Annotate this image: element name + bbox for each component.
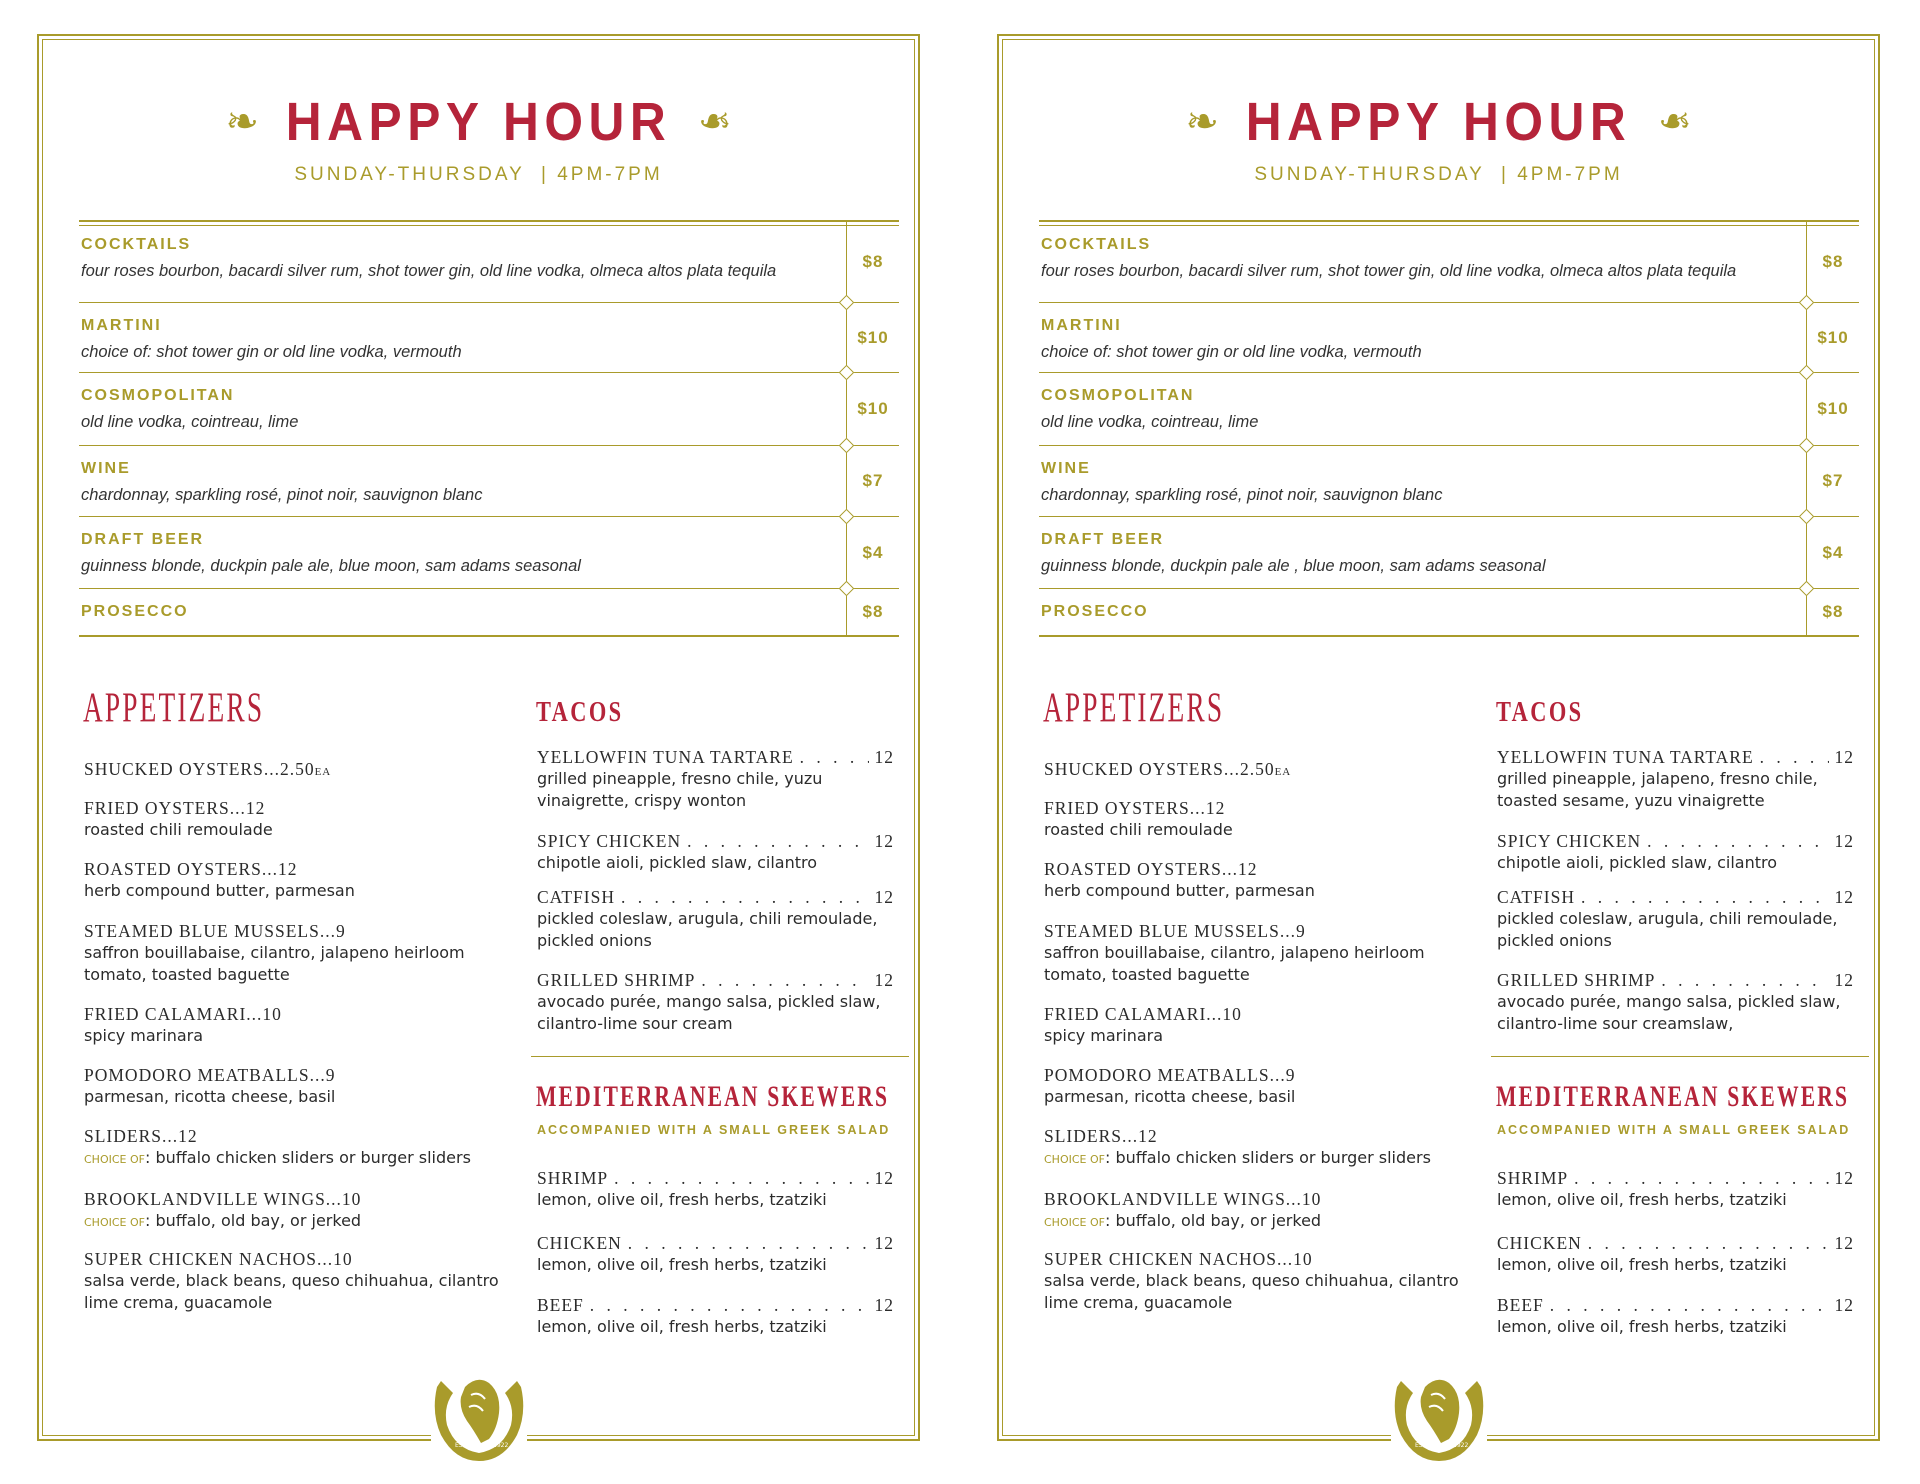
item-description: lemon, olive oil, fresh herbs, tzatziki: [537, 1190, 827, 1209]
item-description: spicy marinara: [84, 1026, 204, 1045]
header: [39, 91, 918, 153]
item-price: 12: [874, 887, 894, 907]
drink-row: [1039, 222, 1859, 303]
drink-price: $7: [846, 446, 899, 516]
item-description: grilled pineapple, fresno chile, yuzu vinaigrette, crispy wonton: [537, 769, 823, 810]
drink-row: [79, 446, 899, 517]
item-name: BEEF: [1497, 1295, 1544, 1315]
appetizer-item: [84, 758, 504, 783]
item-unit: EA: [314, 766, 332, 778]
tacos-heading: TACOS: [1496, 697, 1584, 728]
appetizer-item: [1044, 920, 1464, 986]
taco-item: [537, 830, 897, 874]
menu-title: HAPPY HOUR: [285, 92, 672, 152]
appetizer-item: [1044, 758, 1464, 783]
menu-page: [997, 34, 1880, 1449]
appetizer-item: [1044, 1125, 1464, 1171]
drink-price: $8: [846, 589, 899, 635]
drink-name: WINE: [1041, 460, 1091, 477]
drink-name: COCKTAILS: [81, 236, 192, 253]
drink-description: chardonnay, sparkling rosé, pinot noir, sauvignon blanc: [81, 486, 483, 504]
item-description: avocado purée, mango salsa, pickled slaw, cilantro-lime sour creamslaw,: [1497, 992, 1841, 1033]
drink-row: [1039, 517, 1859, 589]
dot-leader: [687, 830, 868, 852]
item-name: SLIDERS...12: [84, 1126, 198, 1146]
drink-name: WINE: [81, 460, 131, 477]
logo-year: 1922: [1452, 1442, 1468, 1449]
logo-est: EST.: [454, 1442, 467, 1449]
appetizer-item: [1044, 1064, 1464, 1108]
choice-label: CHOICE OF: [84, 1153, 145, 1166]
drink-price: $10: [846, 303, 899, 372]
item-description: avocado purée, mango salsa, pickled slaw, cilantro-lime sour cream: [537, 992, 881, 1033]
appetizer-item: [1044, 1248, 1464, 1314]
item-name: POMODORO MEATBALLS...9: [1044, 1065, 1296, 1085]
item-description: chipotle aioli, pickled slaw, cilantro: [537, 853, 818, 872]
section-divider: [1491, 1056, 1869, 1057]
item-description: : buffalo, old bay, or jerked: [144, 1211, 362, 1230]
item-name: FRIED CALAMARI...10: [84, 1004, 282, 1024]
drink-price: $7: [1806, 446, 1859, 516]
choice-label: CHOICE OF: [1044, 1153, 1105, 1166]
drinks-table: [79, 220, 899, 637]
drink-price: $8: [1806, 222, 1859, 302]
drink-description: old line vodka, cointreau, lime: [81, 413, 299, 431]
item-price: 12: [1834, 1233, 1854, 1253]
taco-item: [537, 886, 897, 952]
dot-leader: [800, 746, 869, 768]
drink-price: $10: [1806, 373, 1859, 445]
item-description: parmesan, ricotta cheese, basil: [1044, 1087, 1296, 1106]
item-price: 12: [874, 970, 894, 990]
drink-row: [79, 589, 899, 637]
dot-leader: [1760, 746, 1829, 768]
appetizer-item: [1044, 1188, 1464, 1234]
item-price: 12: [874, 747, 894, 767]
item-name: STEAMED BLUE MUSSELS...9: [84, 921, 346, 941]
item-name: BROOKLANDVILLE WINGS...10: [84, 1189, 362, 1209]
taco-item: [1497, 746, 1857, 812]
drink-name: PROSECCO: [1041, 603, 1149, 620]
item-price: 12: [874, 1295, 894, 1315]
menu-hours: SUNDAY-THURSDAY | 4PM-7PM: [1254, 164, 1623, 185]
item-description: lemon, olive oil, fresh herbs, tzatziki: [537, 1317, 827, 1336]
item-description: grilled pineapple, jalapeno, fresno chile, toasted sesame, yuzu vinaigrette: [1497, 769, 1818, 810]
taco-item: [1497, 886, 1857, 952]
drink-name: COSMOPOLITAN: [81, 387, 235, 404]
drink-row: [79, 517, 899, 589]
item-name: ROASTED OYSTERS...12: [84, 859, 298, 879]
skewers-subtitle: ACCOMPANIED WITH A SMALL GREEK SALAD: [1497, 1123, 1851, 1137]
dot-leader: [1550, 1294, 1829, 1316]
drink-name: PROSECCO: [81, 603, 189, 620]
choice-label: CHOICE OF: [84, 1216, 145, 1229]
appetizer-item: [84, 1125, 504, 1171]
dot-leader: [701, 969, 868, 991]
drink-price: $10: [846, 373, 899, 445]
item-description: saffron bouillabaise, cilantro, jalapeno heirloom tomato, toasted baguette: [84, 943, 465, 984]
drink-name: DRAFT BEER: [1041, 531, 1165, 548]
skewers-heading: MEDITERRANEAN SKEWERS: [536, 1080, 890, 1113]
item-name: CHICKEN: [537, 1233, 622, 1253]
drinks-table: [1039, 220, 1859, 637]
drink-description: guinness blonde, duckpin pale ale, blue moon, sam adams seasonal: [81, 557, 581, 575]
item-price: 12: [1834, 747, 1854, 767]
choice-label: CHOICE OF: [1044, 1216, 1105, 1229]
item-name: SUPER CHICKEN NACHOS...10: [1044, 1249, 1313, 1269]
taco-item: [537, 969, 897, 1035]
swirl-ornament-icon: ❧: [698, 99, 732, 145]
drink-row: [79, 222, 899, 303]
appetizers-heading: APPETIZERS: [83, 685, 265, 732]
appetizer-item: [84, 1188, 504, 1234]
item-description: chipotle aioli, pickled slaw, cilantro: [1497, 853, 1778, 872]
drink-price: $10: [1806, 303, 1859, 372]
item-price: 12: [874, 831, 894, 851]
item-name: GRILLED SHRIMP: [1497, 970, 1656, 990]
drink-name: MARTINI: [1041, 317, 1122, 334]
drink-description: four roses bourbon, bacardi silver rum, shot tower gin, old line vodka, olmeca altos plata tequila: [1041, 262, 1737, 280]
appetizer-item: [84, 920, 504, 986]
logo-year: 1922: [492, 1442, 508, 1449]
item-name: CHICKEN: [1497, 1233, 1582, 1253]
dot-leader: [590, 1294, 869, 1316]
drink-description: chardonnay, sparkling rosé, pinot noir, sauvignon blanc: [1041, 486, 1443, 504]
item-description: salsa verde, black beans, queso chihuahua, cilantro lime crema, guacamole: [1044, 1271, 1459, 1312]
drink-description: old line vodka, cointreau, lime: [1041, 413, 1259, 431]
swirl-ornament-icon: ❧: [1185, 99, 1219, 145]
appetizer-item: [84, 1003, 504, 1047]
drink-row: [1039, 589, 1859, 637]
dot-leader: [628, 1232, 869, 1254]
skewer-item: [1497, 1167, 1857, 1211]
item-description: saffron bouillabaise, cilantro, jalapeno heirloom tomato, toasted baguette: [1044, 943, 1425, 984]
taco-item: [1497, 830, 1857, 874]
item-price: 12: [1834, 887, 1854, 907]
item-price: 12: [1834, 831, 1854, 851]
drink-price: $8: [1806, 589, 1859, 635]
taco-item: [1497, 969, 1857, 1035]
dot-leader: [1588, 1232, 1829, 1254]
drink-description: four roses bourbon, bacardi silver rum, shot tower gin, old line vodka, olmeca altos plata tequila: [81, 262, 777, 280]
menu-page: [37, 34, 920, 1449]
menu-hours: SUNDAY-THURSDAY | 4PM-7PM: [294, 164, 663, 185]
drink-description: choice of: shot tower gin or old line vodka, vermouth: [81, 343, 462, 361]
dot-leader: [1647, 830, 1828, 852]
item-name: SHUCKED OYSTERS...2.50: [84, 759, 315, 779]
swirl-ornament-icon: ❧: [225, 99, 259, 145]
skewer-item: [1497, 1294, 1857, 1338]
drink-row: [79, 373, 899, 446]
skewers-subtitle: ACCOMPANIED WITH A SMALL GREEK SALAD: [537, 1123, 891, 1137]
item-description: lemon, olive oil, fresh herbs, tzatziki: [1497, 1255, 1787, 1274]
section-divider: [531, 1056, 909, 1057]
appetizers-heading: APPETIZERS: [1043, 685, 1225, 732]
item-description: pickled coleslaw, arugula, chili remoulade, pickled onions: [537, 909, 878, 950]
item-price: 12: [1834, 1168, 1854, 1188]
drink-price: $4: [1806, 517, 1859, 588]
dot-leader: [621, 886, 869, 908]
drink-description: choice of: shot tower gin or old line vodka, vermouth: [1041, 343, 1422, 361]
taco-item: [537, 746, 897, 812]
drink-row: [1039, 446, 1859, 517]
item-description: herb compound butter, parmesan: [1044, 881, 1315, 900]
item-description: : buffalo, old bay, or jerked: [1104, 1211, 1322, 1230]
dot-leader: [1661, 969, 1828, 991]
item-name: SPICY CHICKEN: [537, 831, 682, 851]
header: [999, 91, 1878, 153]
appetizer-item: [1044, 797, 1464, 841]
skewer-item: [537, 1232, 897, 1276]
item-name: FRIED OYSTERS...12: [1044, 798, 1226, 818]
item-unit: EA: [1274, 766, 1292, 778]
drink-row: [79, 303, 899, 373]
horse-horseshoe-logo-icon: [1391, 1373, 1487, 1463]
item-name: ROASTED OYSTERS...12: [1044, 859, 1258, 879]
item-price: 12: [1834, 970, 1854, 990]
item-description: roasted chili remoulade: [1044, 820, 1233, 839]
appetizer-item: [84, 858, 504, 902]
drink-name: DRAFT BEER: [81, 531, 205, 548]
item-description: lemon, olive oil, fresh herbs, tzatziki: [1497, 1190, 1787, 1209]
skewers-heading: MEDITERRANEAN SKEWERS: [1496, 1080, 1850, 1113]
item-description: salsa verde, black beans, queso chihuahua, cilantro lime crema, guacamole: [84, 1271, 499, 1312]
item-name: BEEF: [537, 1295, 584, 1315]
item-name: CATFISH: [1497, 887, 1575, 907]
item-name: SHRIMP: [537, 1168, 609, 1188]
appetizer-item: [84, 797, 504, 841]
item-description: lemon, olive oil, fresh herbs, tzatziki: [1497, 1317, 1787, 1336]
item-name: CATFISH: [537, 887, 615, 907]
appetizer-item: [84, 1248, 504, 1314]
item-description: lemon, olive oil, fresh herbs, tzatziki: [537, 1255, 827, 1274]
drink-price: $4: [846, 517, 899, 588]
dot-leader: [1574, 1167, 1828, 1189]
item-name: SPICY CHICKEN: [1497, 831, 1642, 851]
drink-row: [1039, 373, 1859, 446]
drink-price: $8: [846, 222, 899, 302]
horse-horseshoe-logo-icon: [431, 1373, 527, 1463]
item-name: FRIED OYSTERS...12: [84, 798, 266, 818]
item-description: pickled coleslaw, arugula, chili remoulade, pickled onions: [1497, 909, 1838, 950]
menu-title: HAPPY HOUR: [1245, 92, 1632, 152]
skewer-item: [537, 1294, 897, 1338]
tacos-heading: TACOS: [536, 697, 624, 728]
drink-name: COSMOPOLITAN: [1041, 387, 1195, 404]
item-description: parmesan, ricotta cheese, basil: [84, 1087, 336, 1106]
item-price: 12: [874, 1233, 894, 1253]
item-name: SLIDERS...12: [1044, 1126, 1158, 1146]
skewer-item: [537, 1167, 897, 1211]
item-name: YELLOWFIN TUNA TARTARE: [1497, 747, 1754, 767]
item-name: GRILLED SHRIMP: [537, 970, 696, 990]
item-description: : buffalo chicken sliders or burger sliders: [1104, 1148, 1431, 1167]
dot-leader: [614, 1167, 868, 1189]
item-description: : buffalo chicken sliders or burger sliders: [144, 1148, 471, 1167]
skewer-item: [1497, 1232, 1857, 1276]
drink-row: [1039, 303, 1859, 373]
drink-name: MARTINI: [81, 317, 162, 334]
appetizer-item: [1044, 1003, 1464, 1047]
item-name: SHUCKED OYSTERS...2.50: [1044, 759, 1275, 779]
appetizer-item: [1044, 858, 1464, 902]
drink-description: guinness blonde, duckpin pale ale , blue moon, sam adams seasonal: [1041, 557, 1546, 575]
item-description: roasted chili remoulade: [84, 820, 273, 839]
item-description: spicy marinara: [1044, 1026, 1164, 1045]
item-name: STEAMED BLUE MUSSELS...9: [1044, 921, 1306, 941]
dot-leader: [1581, 886, 1829, 908]
logo-est: EST.: [1414, 1442, 1427, 1449]
appetizer-item: [84, 1064, 504, 1108]
item-description: herb compound butter, parmesan: [84, 881, 355, 900]
item-price: 12: [1834, 1295, 1854, 1315]
item-name: SUPER CHICKEN NACHOS...10: [84, 1249, 353, 1269]
item-name: POMODORO MEATBALLS...9: [84, 1065, 336, 1085]
item-price: 12: [874, 1168, 894, 1188]
item-name: BROOKLANDVILLE WINGS...10: [1044, 1189, 1322, 1209]
item-name: YELLOWFIN TUNA TARTARE: [537, 747, 794, 767]
swirl-ornament-icon: ❧: [1658, 99, 1692, 145]
drink-name: COCKTAILS: [1041, 236, 1152, 253]
item-name: FRIED CALAMARI...10: [1044, 1004, 1242, 1024]
item-name: SHRIMP: [1497, 1168, 1569, 1188]
